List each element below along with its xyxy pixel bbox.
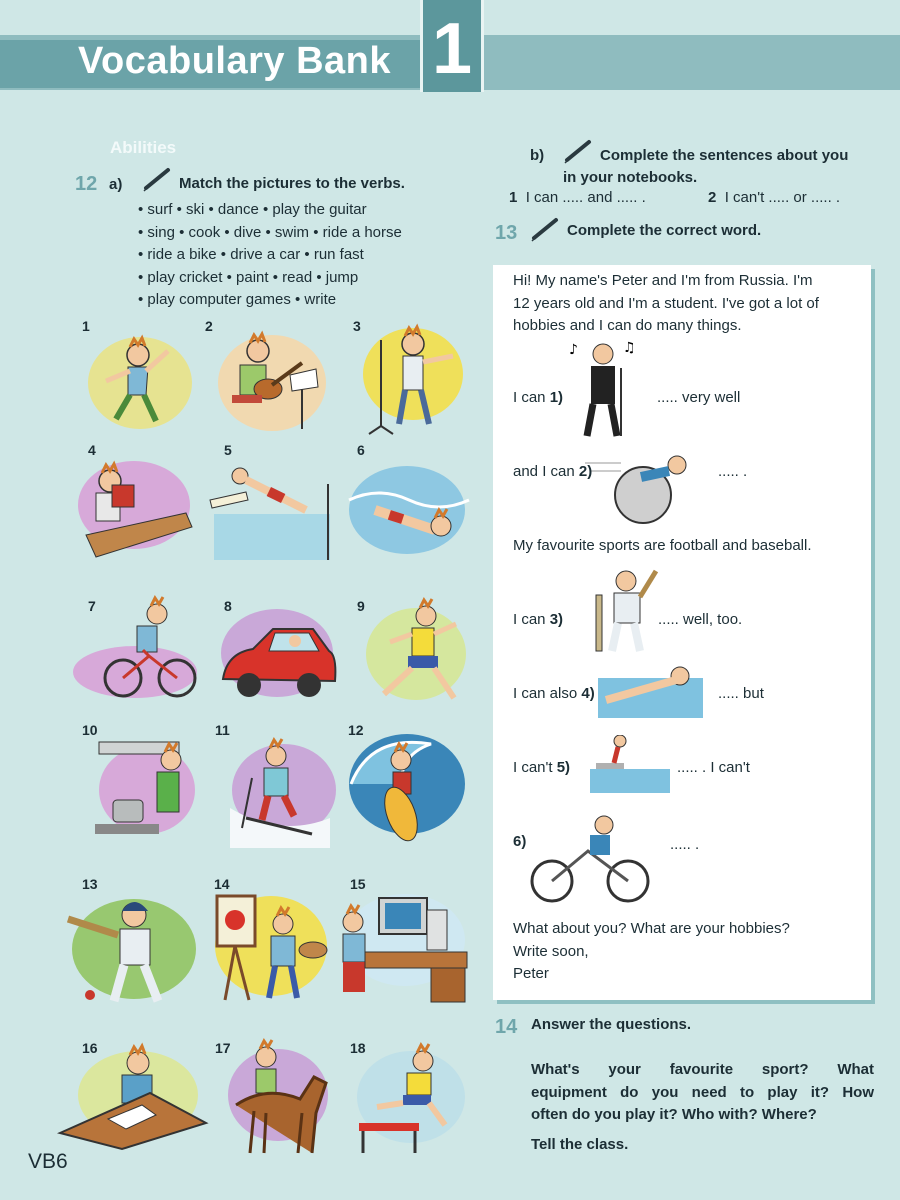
letter-line: Hi! My name's Peter and I'm from Russia. I'm xyxy=(513,272,813,289)
gap-number: 1) xyxy=(549,389,564,406)
picture-number: 3 xyxy=(353,318,361,334)
verb-list xyxy=(138,199,468,312)
diver-illustration xyxy=(590,735,670,795)
picture-number: 1 xyxy=(82,318,90,334)
pen-icon xyxy=(563,138,595,164)
tell-the-class: Tell the class. xyxy=(531,1136,629,1153)
letter-line-6 xyxy=(513,831,526,854)
cycling-boy-illustration xyxy=(65,600,200,710)
line-prefix: I can xyxy=(513,611,550,628)
writing-boy-illustration xyxy=(58,1045,208,1155)
gap-field-4: ..... but xyxy=(718,685,764,702)
exercise-number: 12 xyxy=(75,173,98,195)
exercise-instruction: Complete the sentences about you xyxy=(600,147,849,164)
gap-field-1: ..... very well xyxy=(657,389,741,406)
unit-number: 1 xyxy=(431,9,473,89)
picture-number: 2 xyxy=(205,318,213,334)
line-prefix: I can xyxy=(513,389,550,406)
dancing-boy-illustration xyxy=(80,325,200,435)
line-prefix: I can't xyxy=(513,759,557,776)
gap-field-5: ..... . I can't xyxy=(677,759,750,776)
gap-number: 6) xyxy=(513,833,527,850)
verb-line: • play cricket • paint • read • jump xyxy=(138,268,359,286)
picture-number: 17 xyxy=(215,1040,231,1056)
letter-line: Write soon, xyxy=(513,942,589,960)
letter-line: hobbies and I can do many things. xyxy=(513,317,742,334)
picture-number: 5 xyxy=(224,442,232,458)
letter-line-5 xyxy=(513,757,570,780)
gap-field-6: ..... . xyxy=(670,836,700,853)
picture-number: 4 xyxy=(88,442,96,458)
svg-text:♪: ♪ xyxy=(569,342,578,358)
letter-signature: Peter xyxy=(513,965,549,982)
picture-number: 16 xyxy=(82,1040,98,1056)
picture-number: 10 xyxy=(82,722,98,738)
picture-number: 13 xyxy=(82,876,98,892)
bike-rider-illustration xyxy=(528,815,653,905)
cricketer-illustration xyxy=(590,565,665,655)
jumping-boy-illustration xyxy=(345,1045,470,1155)
exercise-part: b) xyxy=(530,147,545,164)
letter-line-2 xyxy=(513,461,592,484)
picture-number: 11 xyxy=(215,722,230,738)
guitar-boy-illustration xyxy=(210,325,335,435)
driving-car-illustration xyxy=(215,605,335,710)
skiing-boy-illustration xyxy=(222,738,337,843)
picture-number: 7 xyxy=(88,598,96,614)
sentence-number: 1 xyxy=(509,189,518,206)
reading-boy-illustration xyxy=(72,455,197,565)
horse-riding-boy-illustration xyxy=(222,1045,337,1160)
verb-line: • sing • cook • dive • swim • ride a horse xyxy=(138,223,402,241)
pen-icon xyxy=(530,216,562,242)
picture-number: 9 xyxy=(357,598,365,614)
exercise-instruction-cont: in your notebooks. xyxy=(563,169,698,186)
picture-number: 12 xyxy=(348,722,364,738)
swimmer-illustration xyxy=(598,660,703,730)
exercise-instruction: Answer the questions. xyxy=(531,1016,692,1033)
runner-illustration xyxy=(585,445,695,530)
sentence-text: I can't ..... or ..... . xyxy=(724,189,841,206)
page-number: VB6 xyxy=(28,1150,68,1173)
exercise-number: 13 xyxy=(495,222,518,244)
gap-number: 3) xyxy=(549,611,564,628)
painting-boy-illustration xyxy=(205,890,335,1010)
gap-number: 4) xyxy=(581,685,595,702)
exercise-part: a) xyxy=(109,176,123,193)
exercise-instruction: Complete the correct word. xyxy=(567,222,762,239)
gap-number: 5) xyxy=(556,759,571,776)
questions xyxy=(531,1059,874,1127)
svg-text:♫: ♫ xyxy=(623,340,636,356)
diving-boy-illustration xyxy=(210,460,335,570)
cricket-boy-illustration xyxy=(62,895,202,1010)
verb-line: • surf • ski • dance • play the guitar xyxy=(138,201,367,218)
question-line: equipment do you need to play it? How xyxy=(531,1083,874,1101)
letter-line: 12 years old and I'm a student. I've got a lot of xyxy=(513,294,819,312)
gap-field-2: ..... . xyxy=(718,463,748,480)
picture-number: 18 xyxy=(350,1040,366,1056)
sentence-number: 2 xyxy=(708,189,717,206)
picture-number: 14 xyxy=(214,876,230,892)
picture-number: 8 xyxy=(224,598,232,614)
exercise-instruction: Match the pictures to the verbs. xyxy=(179,175,405,192)
section-title: Abilities xyxy=(110,138,177,157)
line-prefix: and I can xyxy=(513,463,579,480)
question-line: What's your favourite sport? What xyxy=(531,1061,874,1078)
picture-number: 6 xyxy=(357,442,365,458)
exercise-number: 14 xyxy=(495,1016,518,1038)
swimming-boy-illustration xyxy=(345,460,470,570)
letter-line-3 xyxy=(513,609,563,632)
pen-icon xyxy=(142,166,174,192)
question-line: often do you play it? Who with? Where? xyxy=(531,1106,817,1123)
letter-line-1 xyxy=(513,387,563,410)
letter-line-4 xyxy=(513,683,595,706)
cooking-boy-illustration xyxy=(85,738,200,838)
computer-games-boy-illustration xyxy=(335,890,470,1010)
singer-illustration xyxy=(565,340,640,440)
letter-intro xyxy=(513,270,863,338)
verb-line: • play computer games • write xyxy=(138,291,337,308)
page-title: Vocabulary Bank xyxy=(78,40,392,82)
letter-line: What about you? What are your hobbies? xyxy=(513,920,790,937)
sentence-2 xyxy=(708,189,840,206)
running-boy-illustration xyxy=(360,600,470,710)
gap-number: 2) xyxy=(578,463,593,480)
gap-field-3: ..... well, too. xyxy=(658,611,743,628)
singing-boy-illustration xyxy=(355,318,475,438)
letter-closing xyxy=(513,918,863,986)
favourite-sports: My favourite sports are football and baseball. xyxy=(513,537,812,554)
verb-line: • ride a bike • drive a car • run fast xyxy=(138,246,364,263)
picture-number: 15 xyxy=(350,876,366,892)
sentence-1 xyxy=(509,189,646,206)
sentence-text: I can ..... and ..... . xyxy=(525,189,646,206)
line-prefix: I can also xyxy=(513,685,582,702)
surfing-boy-illustration xyxy=(345,730,470,840)
